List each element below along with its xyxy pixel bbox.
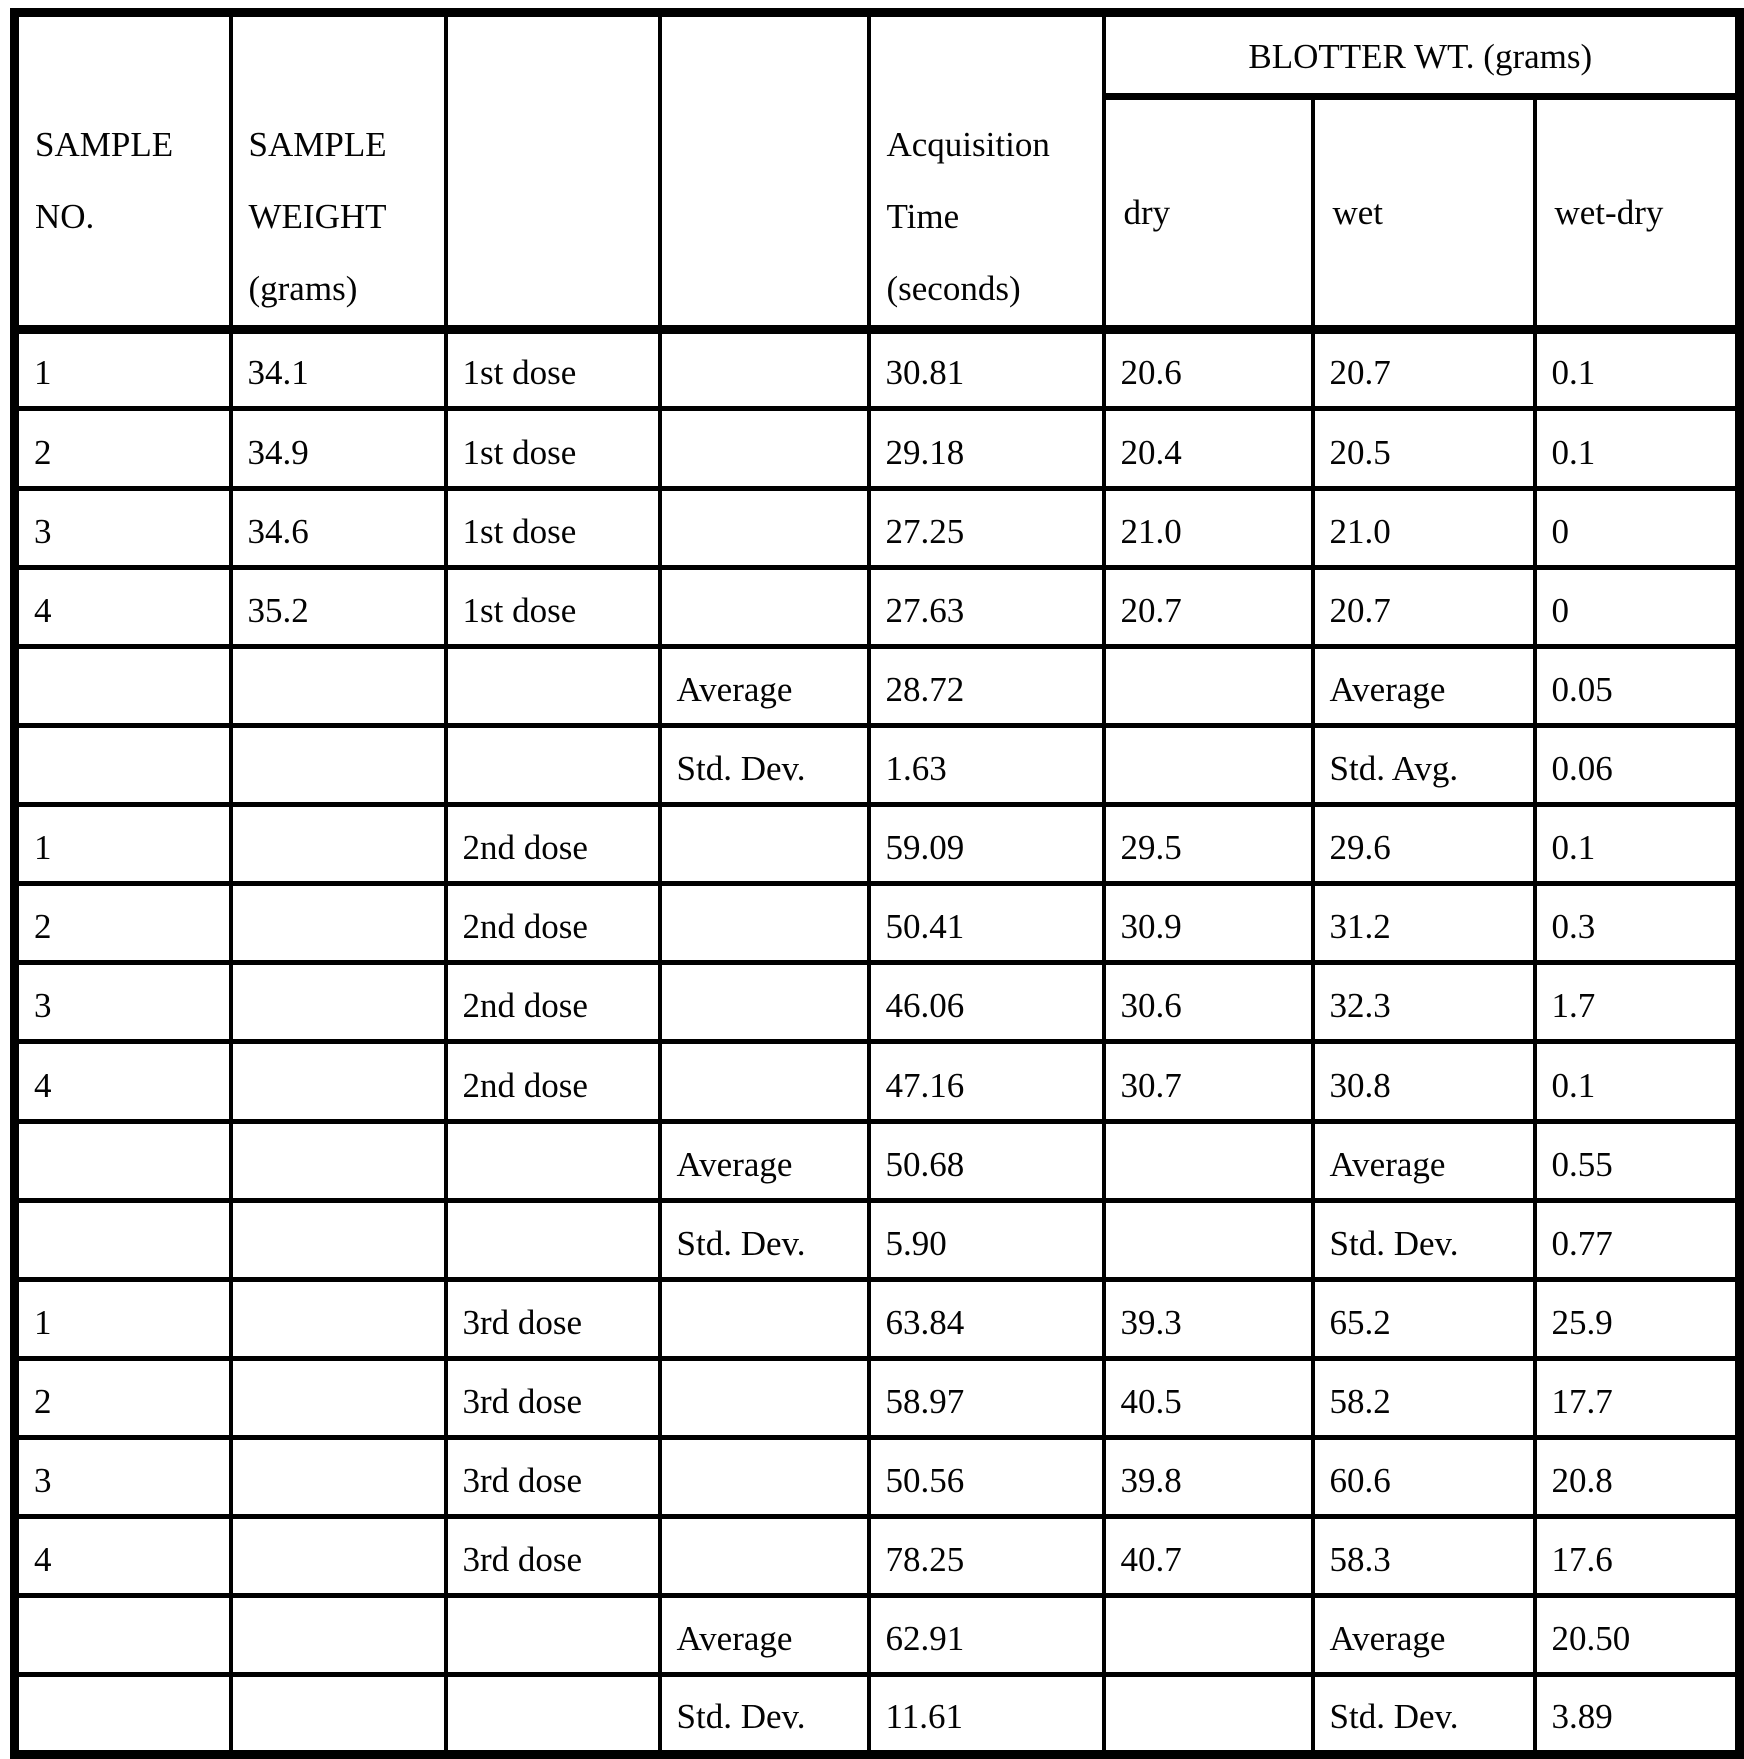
table-row	[15, 567, 1740, 646]
cell-stat-label	[660, 409, 869, 488]
table-row	[15, 1358, 1740, 1437]
table-row	[15, 1279, 1740, 1358]
cell-blotter-wet-dry: 0.55	[1535, 1121, 1740, 1200]
cell-acquisition-time: 30.81	[869, 330, 1104, 409]
cell-dose: 1st dose	[446, 488, 660, 567]
cell-sample-weight	[231, 1200, 446, 1279]
cell-blotter-wet: 60.6	[1313, 1438, 1535, 1517]
table-row	[15, 725, 1740, 804]
cell-blotter-wet: 58.3	[1313, 1517, 1535, 1596]
cell-stat-label	[660, 567, 869, 646]
cell-acquisition-time: 50.41	[869, 884, 1104, 963]
cell-blotter-dry	[1104, 725, 1313, 804]
cell-blotter-wet-dry: 3.89	[1535, 1675, 1740, 1754]
cell-stat-label	[660, 330, 869, 409]
cell-blotter-wet: 20.5	[1313, 409, 1535, 488]
cell-dose: 3rd dose	[446, 1279, 660, 1358]
cell-dose: 2nd dose	[446, 963, 660, 1042]
cell-sample-no: 1	[15, 330, 231, 409]
header-dry: dry	[1104, 97, 1313, 330]
cell-blotter-wet: Average	[1313, 1596, 1535, 1675]
cell-sample-weight	[231, 725, 446, 804]
cell-sample-weight	[231, 1358, 446, 1437]
cell-stat-label: Std. Dev.	[660, 1200, 869, 1279]
cell-sample-weight: 35.2	[231, 567, 446, 646]
cell-blotter-wet-dry: 17.7	[1535, 1358, 1740, 1437]
cell-blotter-wet: 58.2	[1313, 1358, 1535, 1437]
cell-blotter-dry: 20.7	[1104, 567, 1313, 646]
cell-blotter-dry: 20.4	[1104, 409, 1313, 488]
cell-acquisition-time: 1.63	[869, 725, 1104, 804]
cell-blotter-wet-dry: 0.1	[1535, 1042, 1740, 1121]
cell-blotter-wet-dry: 0.06	[1535, 725, 1740, 804]
table-row	[15, 1675, 1740, 1754]
cell-blotter-wet: 20.7	[1313, 330, 1535, 409]
cell-blotter-wet: Std. Avg.	[1313, 725, 1535, 804]
cell-blotter-dry	[1104, 646, 1313, 725]
cell-stat-label	[660, 1517, 869, 1596]
cell-acquisition-time: 5.90	[869, 1200, 1104, 1279]
cell-blotter-dry	[1104, 1200, 1313, 1279]
cell-acquisition-time: 78.25	[869, 1517, 1104, 1596]
cell-dose	[446, 1675, 660, 1754]
cell-blotter-dry: 39.3	[1104, 1279, 1313, 1358]
cell-acquisition-time: 58.97	[869, 1358, 1104, 1437]
cell-acquisition-time: 46.06	[869, 963, 1104, 1042]
cell-acquisition-time: 28.72	[869, 646, 1104, 725]
cell-blotter-wet-dry: 0.1	[1535, 330, 1740, 409]
cell-sample-weight	[231, 805, 446, 884]
cell-stat-label	[660, 1438, 869, 1517]
cell-blotter-wet: 65.2	[1313, 1279, 1535, 1358]
cell-sample-no	[15, 1121, 231, 1200]
header-empty-column-1	[446, 13, 660, 330]
cell-dose	[446, 1121, 660, 1200]
cell-sample-no: 1	[15, 1279, 231, 1358]
cell-blotter-wet: Std. Dev.	[1313, 1675, 1535, 1754]
cell-sample-no: 2	[15, 884, 231, 963]
cell-dose	[446, 725, 660, 804]
cell-blotter-wet: 29.6	[1313, 805, 1535, 884]
cell-acquisition-time: 59.09	[869, 805, 1104, 884]
cell-blotter-dry	[1104, 1121, 1313, 1200]
table-row	[15, 1438, 1740, 1517]
header-wet-dry: wet-dry	[1535, 97, 1740, 330]
table-row	[15, 1200, 1740, 1279]
cell-dose	[446, 646, 660, 725]
cell-sample-weight	[231, 963, 446, 1042]
cell-stat-label: Average	[660, 1121, 869, 1200]
table-body	[15, 330, 1740, 1754]
cell-blotter-wet: Std. Dev.	[1313, 1200, 1535, 1279]
cell-blotter-wet-dry: 25.9	[1535, 1279, 1740, 1358]
cell-stat-label	[660, 1279, 869, 1358]
table-row	[15, 963, 1740, 1042]
cell-blotter-dry: 40.7	[1104, 1517, 1313, 1596]
table-row	[15, 1517, 1740, 1596]
cell-stat-label	[660, 805, 869, 884]
cell-sample-no: 1	[15, 805, 231, 884]
cell-sample-weight	[231, 646, 446, 725]
cell-blotter-dry: 39.8	[1104, 1438, 1313, 1517]
table-row	[15, 646, 1740, 725]
cell-blotter-wet: Average	[1313, 646, 1535, 725]
cell-blotter-wet-dry: 0.1	[1535, 805, 1740, 884]
cell-blotter-wet-dry: 1.7	[1535, 963, 1740, 1042]
cell-sample-no: 3	[15, 488, 231, 567]
cell-blotter-dry: 29.5	[1104, 805, 1313, 884]
cell-dose: 1st dose	[446, 409, 660, 488]
cell-dose: 1st dose	[446, 330, 660, 409]
table-row	[15, 1121, 1740, 1200]
cell-blotter-wet-dry: 0.05	[1535, 646, 1740, 725]
cell-acquisition-time: 11.61	[869, 1675, 1104, 1754]
cell-sample-no	[15, 1200, 231, 1279]
cell-blotter-wet-dry: 0	[1535, 567, 1740, 646]
cell-sample-no	[15, 725, 231, 804]
cell-sample-no: 4	[15, 567, 231, 646]
cell-sample-no: 2	[15, 1358, 231, 1437]
cell-acquisition-time: 50.68	[869, 1121, 1104, 1200]
cell-acquisition-time: 27.25	[869, 488, 1104, 567]
cell-blotter-wet-dry: 17.6	[1535, 1517, 1740, 1596]
cell-sample-no: 4	[15, 1517, 231, 1596]
cell-blotter-wet-dry: 0	[1535, 488, 1740, 567]
cell-blotter-wet-dry: 20.8	[1535, 1438, 1740, 1517]
cell-acquisition-time: 50.56	[869, 1438, 1104, 1517]
cell-dose: 3rd dose	[446, 1517, 660, 1596]
cell-acquisition-time: 62.91	[869, 1596, 1104, 1675]
cell-blotter-wet-dry: 20.50	[1535, 1596, 1740, 1675]
cell-blotter-wet: 30.8	[1313, 1042, 1535, 1121]
header-blotter-wt-group: BLOTTER WT. (grams)	[1104, 13, 1740, 97]
cell-sample-weight: 34.1	[231, 330, 446, 409]
cell-acquisition-time: 47.16	[869, 1042, 1104, 1121]
table-row	[15, 409, 1740, 488]
table-row	[15, 330, 1740, 409]
cell-stat-label	[660, 1042, 869, 1121]
header-sample-no: SAMPLE NO.	[15, 13, 231, 330]
cell-stat-label: Std. Dev.	[660, 725, 869, 804]
table-row	[15, 884, 1740, 963]
measurement-data-table	[10, 8, 1744, 1759]
cell-blotter-wet: 21.0	[1313, 488, 1535, 567]
cell-sample-weight	[231, 1438, 446, 1517]
cell-sample-no	[15, 646, 231, 725]
cell-dose: 3rd dose	[446, 1438, 660, 1517]
cell-stat-label	[660, 1358, 869, 1437]
cell-sample-weight: 34.6	[231, 488, 446, 567]
cell-dose	[446, 1596, 660, 1675]
cell-blotter-dry: 30.7	[1104, 1042, 1313, 1121]
cell-blotter-dry: 21.0	[1104, 488, 1313, 567]
cell-blotter-dry: 30.6	[1104, 963, 1313, 1042]
cell-sample-no: 3	[15, 1438, 231, 1517]
cell-stat-label: Average	[660, 1596, 869, 1675]
header-empty-column-2	[660, 13, 869, 330]
cell-dose: 2nd dose	[446, 1042, 660, 1121]
header-row-top	[15, 13, 1740, 97]
table-row	[15, 1596, 1740, 1675]
cell-sample-weight: 34.9	[231, 409, 446, 488]
cell-acquisition-time: 63.84	[869, 1279, 1104, 1358]
cell-blotter-dry: 30.9	[1104, 884, 1313, 963]
cell-stat-label	[660, 884, 869, 963]
cell-acquisition-time: 27.63	[869, 567, 1104, 646]
header-acquisition-time: Acquisition Time (seconds)	[869, 13, 1104, 330]
table-row	[15, 805, 1740, 884]
cell-acquisition-time: 29.18	[869, 409, 1104, 488]
cell-blotter-dry	[1104, 1675, 1313, 1754]
cell-blotter-dry	[1104, 1596, 1313, 1675]
table-row	[15, 1042, 1740, 1121]
cell-sample-no	[15, 1675, 231, 1754]
cell-stat-label: Average	[660, 646, 869, 725]
cell-stat-label	[660, 963, 869, 1042]
cell-sample-no: 2	[15, 409, 231, 488]
header-wet: wet	[1313, 97, 1535, 330]
cell-blotter-wet-dry: 0.3	[1535, 884, 1740, 963]
cell-sample-weight	[231, 1121, 446, 1200]
cell-blotter-wet: 31.2	[1313, 884, 1535, 963]
cell-sample-weight	[231, 1517, 446, 1596]
cell-sample-weight	[231, 884, 446, 963]
cell-dose: 1st dose	[446, 567, 660, 646]
cell-blotter-dry: 20.6	[1104, 330, 1313, 409]
cell-stat-label: Std. Dev.	[660, 1675, 869, 1754]
cell-dose: 2nd dose	[446, 805, 660, 884]
cell-blotter-wet: Average	[1313, 1121, 1535, 1200]
cell-sample-no	[15, 1596, 231, 1675]
cell-dose	[446, 1200, 660, 1279]
cell-blotter-wet: 32.3	[1313, 963, 1535, 1042]
cell-sample-no: 3	[15, 963, 231, 1042]
cell-sample-no: 4	[15, 1042, 231, 1121]
cell-sample-weight	[231, 1279, 446, 1358]
cell-dose: 3rd dose	[446, 1358, 660, 1437]
cell-stat-label	[660, 488, 869, 567]
cell-sample-weight	[231, 1596, 446, 1675]
table-row	[15, 488, 1740, 567]
cell-blotter-wet-dry: 0.77	[1535, 1200, 1740, 1279]
cell-blotter-wet: 20.7	[1313, 567, 1535, 646]
cell-sample-weight	[231, 1675, 446, 1754]
header-sample-weight: SAMPLE WEIGHT (grams)	[231, 13, 446, 330]
cell-blotter-wet-dry: 0.1	[1535, 409, 1740, 488]
cell-blotter-dry: 40.5	[1104, 1358, 1313, 1437]
cell-sample-weight	[231, 1042, 446, 1121]
cell-dose: 2nd dose	[446, 884, 660, 963]
